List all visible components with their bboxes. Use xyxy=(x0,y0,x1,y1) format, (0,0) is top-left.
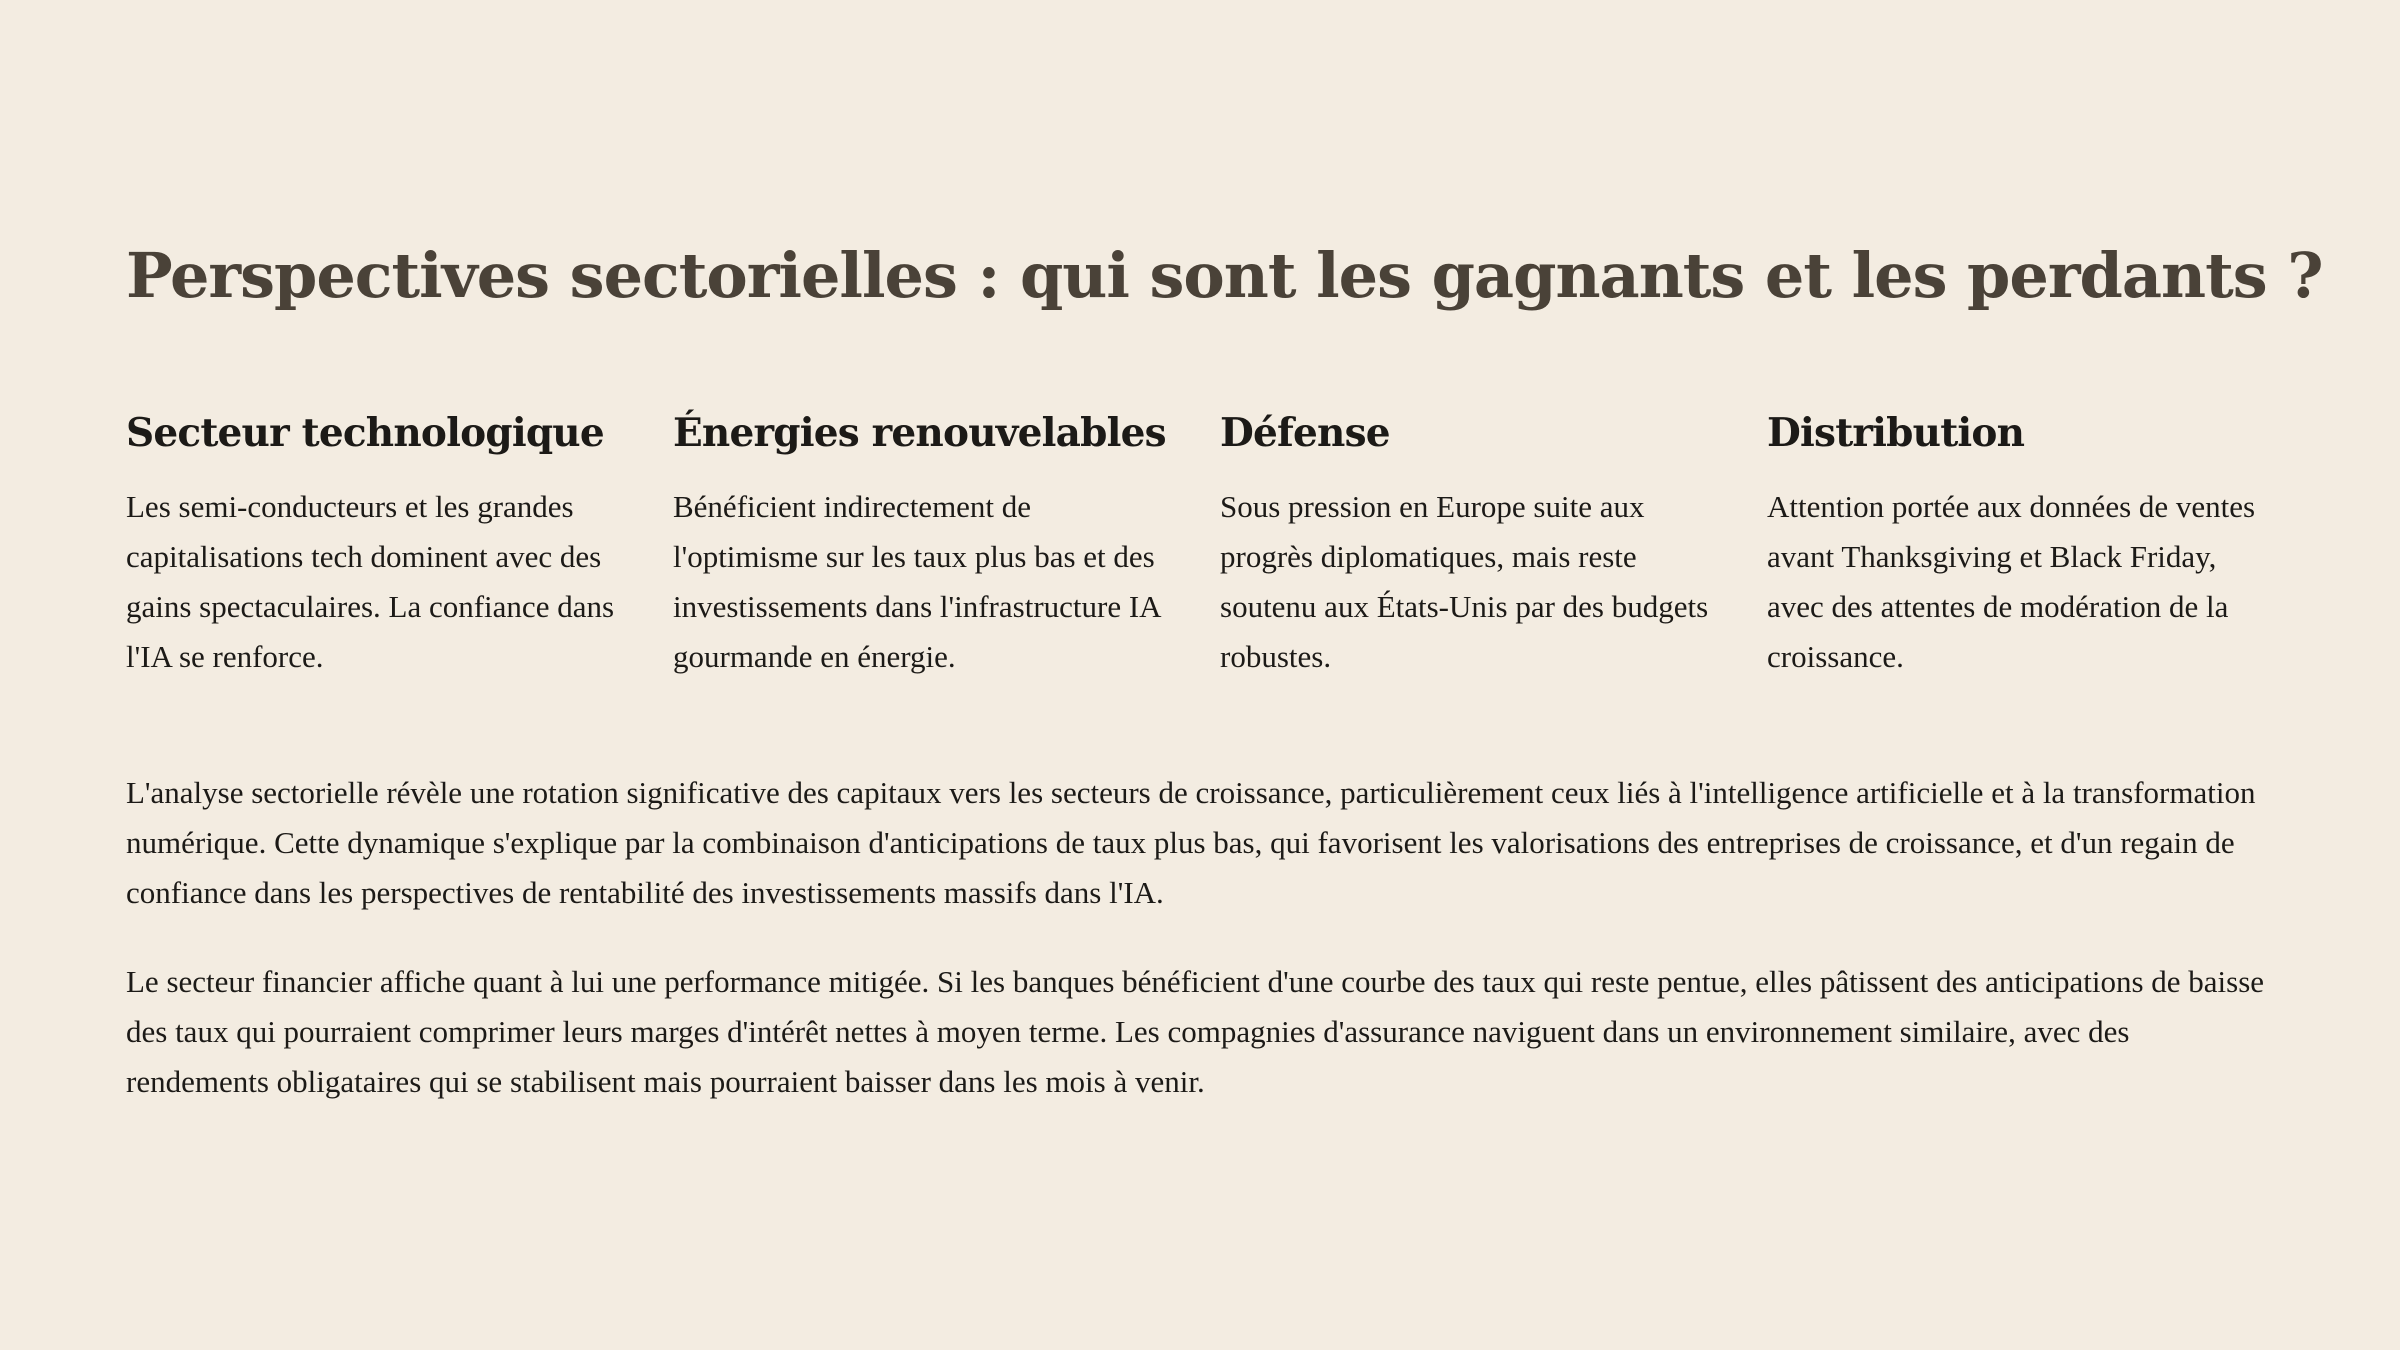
sector-columns xyxy=(126,408,2276,682)
page-title: Perspectives sectorielles : qui sont les gagnants et les perdants ? xyxy=(126,239,2323,312)
sector-description: Attention portée aux données de ventes avant Thanksgiving et Black Friday, avec des attentes de modération de la croissance. xyxy=(1767,489,2256,674)
sector-technology xyxy=(126,408,633,682)
sector-description: Bénéficient indirectement de l'optimisme sur les taux plus bas et des investissements dans l'infrastructure IA gourmande en énergie. xyxy=(673,489,1160,674)
sector-retail xyxy=(1767,408,2274,682)
sector-description: Les semi-conducteurs et les grandes capitalisations tech dominent avec des gains spectaculaires. La confiance dans l'IA se renforce. xyxy=(126,489,615,674)
sector-defense xyxy=(1220,408,1727,682)
sector-renewables xyxy=(673,408,1180,682)
financial-sector-paragraph: Le secteur financier affiche quant à lui une performance mitigée. Si les banques bénéficient d'une courbe des taux qui reste pentue, elles pâtissent des anticipations de baisse des taux qui pourraient comprimer leurs marges d'intérêt nettes à moyen terme. Les compagnies d'assurance naviguent dans un environnement similaire, avec des rendements obligataires qui se stabilisent mais pourraient baisser dans les mois à venir. xyxy=(126,964,2265,1099)
sector-title: Énergies renouvelables xyxy=(673,410,1166,456)
sector-title: Distribution xyxy=(1767,410,2025,456)
sector-title: Secteur technologique xyxy=(126,410,604,456)
sector-title: Défense xyxy=(1220,410,1390,456)
analysis-paragraph: L'analyse sectorielle révèle une rotation significative des capitaux vers les secteurs de croissance, particulièrement ceux liés à l'intelligence artificielle et à la transformation numérique. Cette dynamique s'explique par la combinaison d'anticipations de taux plus bas, qui favorisent les valorisations des entreprises de croissance, et d'un regain de confiance dans les perspectives de rentabilité des investissements massifs dans l'IA. xyxy=(126,775,2256,910)
sector-description: Sous pression en Europe suite aux progrès diplomatiques, mais reste soutenu aux États-Unis par des budgets robustes. xyxy=(1220,489,1709,674)
slide xyxy=(126,236,2323,1099)
